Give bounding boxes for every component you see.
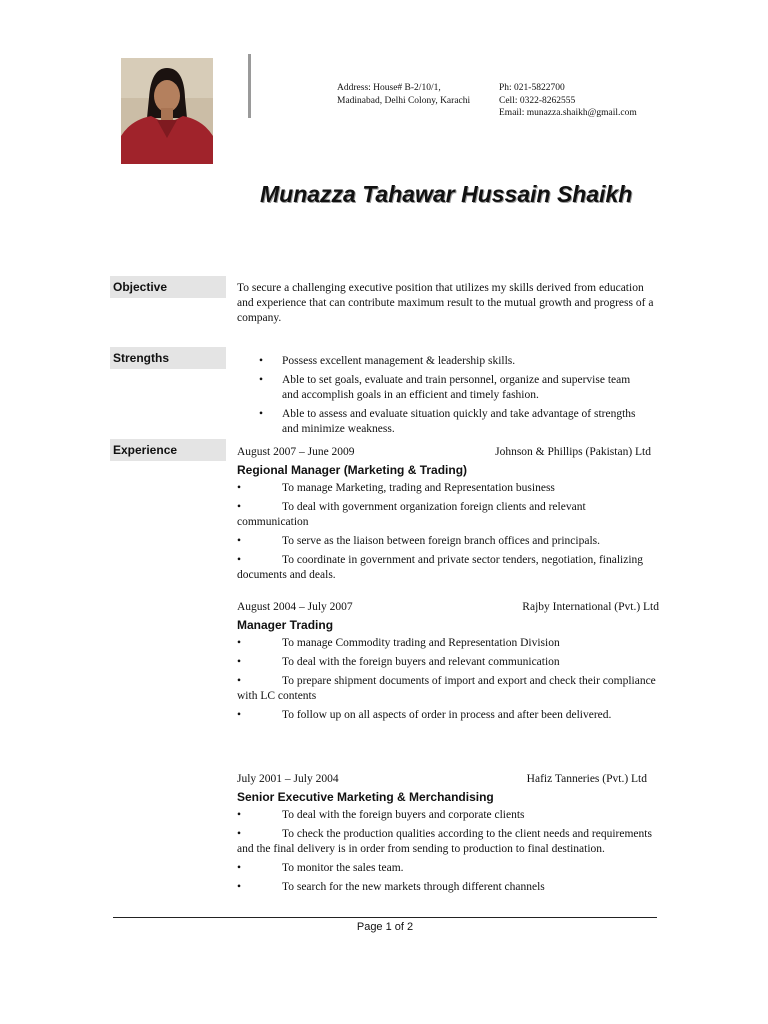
bullet-icon: • bbox=[237, 637, 242, 649]
address-line-2: Madinabad, Delhi Colony, Karachi bbox=[337, 95, 471, 106]
job-duty: • To deal with the foreign buyers and corporate clients bbox=[237, 809, 525, 821]
list-item: • Possess excellent management & leadership skills. bbox=[259, 355, 516, 367]
bullet-icon: • bbox=[237, 881, 242, 893]
cell-text: Cell: 0322-8262555 bbox=[499, 95, 576, 106]
profile-photo-image bbox=[121, 58, 213, 164]
job-duty: • To manage Marketing, trading and Representation business bbox=[237, 482, 555, 494]
profile-photo bbox=[121, 58, 213, 164]
phone-text: Ph: 021-5822700 bbox=[499, 83, 565, 93]
email-text: Email: munazza.shaikh@gmail.com bbox=[499, 108, 637, 118]
job-duty: • To monitor the sales team. bbox=[237, 862, 404, 874]
bullet-icon: • bbox=[237, 709, 242, 721]
job-duty: • To deal with government organization foreign clients and relevant communication bbox=[237, 501, 586, 528]
job-company: Johnson & Phillips (Pakistan) Ltd bbox=[495, 446, 651, 458]
job-title: Manager Trading bbox=[237, 618, 334, 632]
job-entry bbox=[237, 445, 659, 587]
strengths-list bbox=[237, 354, 637, 441]
bullet-icon: • bbox=[259, 355, 264, 367]
job-duty: • To follow up on all aspects of order in process and after been delivered. bbox=[237, 709, 612, 721]
job-duty: • To check the production qualities according to the client needs and requirements and the final delivery is in order from sending to production to final destination. bbox=[237, 828, 652, 855]
section-label-strengths: Strengths bbox=[110, 347, 226, 369]
bullet-icon: • bbox=[259, 408, 264, 420]
bullet-icon: • bbox=[237, 501, 242, 513]
job-company: Rajby International (Pvt.) Ltd bbox=[522, 601, 659, 613]
footer-divider bbox=[113, 917, 657, 918]
list-item: • Able to set goals, evaluate and train personnel, organize and supervise team and accomplish goals in an efficient and timely fashion. bbox=[259, 374, 631, 401]
job-duty: • To prepare shipment documents of import and export and check their compliance with LC contents bbox=[237, 675, 656, 702]
job-duty: • To coordinate in government and private sector tenders, negotiation, finalizing documents and deals. bbox=[237, 554, 644, 581]
address-block bbox=[337, 82, 470, 107]
candidate-name: Munazza Tahawar Hussain Shaikh bbox=[260, 181, 633, 207]
job-duty: • To serve as the liaison between foreign branch offices and principals. bbox=[237, 535, 600, 547]
list-item: • Able to assess and evaluate situation quickly and take advantage of strengths and minimize weakness. bbox=[259, 408, 636, 435]
bullet-icon: • bbox=[237, 554, 242, 566]
bullet-icon: • bbox=[237, 535, 242, 547]
bullet-icon: • bbox=[237, 482, 242, 494]
address-line-1: Address: House# B-2/10/1, bbox=[337, 83, 441, 93]
job-entry bbox=[237, 772, 659, 899]
job-header bbox=[237, 772, 659, 789]
job-dates: August 2004 – July 2007 bbox=[237, 601, 353, 613]
job-dates: August 2007 – June 2009 bbox=[237, 446, 355, 458]
job-duty: • To manage Commodity trading and Representation Division bbox=[237, 637, 560, 649]
bullet-icon: • bbox=[237, 809, 242, 821]
bullet-icon: • bbox=[259, 374, 264, 386]
job-title: Senior Executive Marketing & Merchandising bbox=[237, 790, 494, 804]
section-label-experience: Experience bbox=[110, 439, 226, 461]
bullet-icon: • bbox=[237, 656, 242, 668]
bullet-icon: • bbox=[237, 675, 242, 687]
bullet-icon: • bbox=[237, 862, 242, 874]
objective-text: To secure a challenging executive position that utilizes my skills derived from education and experience that can contribute maximum result to the mutual growth and progress of a company. bbox=[237, 282, 654, 324]
job-duty: • To search for the new markets through different channels bbox=[237, 881, 545, 893]
page-number: Page 1 of 2 bbox=[356, 921, 414, 933]
job-entry bbox=[237, 600, 659, 727]
job-company: Hafiz Tanneries (Pvt.) Ltd bbox=[526, 773, 647, 785]
job-dates: July 2001 – July 2004 bbox=[237, 773, 339, 785]
job-duty: • To deal with the foreign buyers and relevant communication bbox=[237, 656, 560, 668]
job-title: Regional Manager (Marketing & Trading) bbox=[237, 463, 468, 477]
bullet-icon: • bbox=[237, 828, 242, 840]
contact-block bbox=[499, 82, 637, 120]
header-divider bbox=[248, 54, 251, 118]
job-header bbox=[237, 600, 659, 617]
section-label-objective: Objective bbox=[110, 276, 226, 298]
job-header bbox=[237, 445, 659, 462]
